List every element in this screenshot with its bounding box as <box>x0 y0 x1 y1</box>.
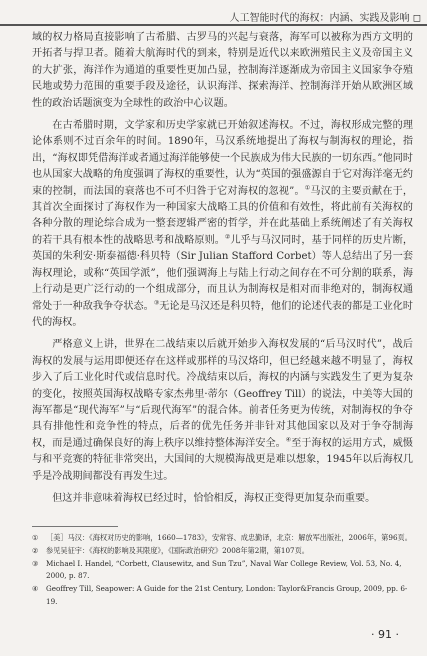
footnote-ref-2: ② <box>224 233 231 241</box>
paragraph-3-part-2: 至于海权的运用方式，威慑与和平竞赛的特征非常突出，大国间的大规模海战更是难以想象，1945年以后海权几乎是冷战期间都没有再发生过。 <box>32 437 413 482</box>
paragraph-4: 但这并非意味着海权已经过时，恰恰相反，海权正变得更加复杂而重要。 <box>52 492 376 504</box>
footnote-1 <box>32 532 413 545</box>
footnote-ref-4: ④ <box>285 436 292 444</box>
footnote-3 <box>32 558 413 584</box>
footnote-number: ① <box>32 533 39 542</box>
running-header <box>0 8 427 26</box>
paragraph-1: 域的权力格局直接影响了古希腊、古罗马的兴起与衰落，海军可以被称为西方文明的开拓者与捍卫者。随着大航海时代的到来，特别是近代以来欧洲殖民主义及帝国主义的大扩张，海洋作为通道的重要性更加凸显，控制海洋逐渐成为帝国主义国家争夺殖民地或势力范围的重要手段及途径，认识海洋、探索海洋、控制海洋开始从欧洲区域性的政治话题演变为全球性的政治中心议题。 <box>32 32 413 109</box>
footnotes <box>32 532 413 609</box>
footnote-text: 参见吴征宇：《海权的影响及其限度》，《国际政治研究》2008年第2期，第107页。 <box>46 545 309 555</box>
footnote-4 <box>32 583 413 609</box>
paragraph-3 <box>32 337 413 485</box>
paragraph-2 <box>32 118 413 331</box>
footnote-number: ④ <box>32 584 39 594</box>
paragraph-2-part-3: 儿乎与马汉同时，基于同样的历史片断，英国的朱利安·斯泰福德·科贝特（Sir Julian Stafford Corbet）等人总结出了另一套海权理论，或称“英国学派”，他们强调海上与陆上行动之间存在不可分割的联系，海上行动是更广泛行动的一个组成部分，而且认为制海权是相对而非绝对的，制海权通常处于一种敌我争夺状态。 <box>32 234 413 312</box>
body-text <box>32 30 413 513</box>
paragraph-2-part-4: 无论是马汉还是科贝特，他们的论述代表的都是工业化时代的海权。 <box>32 300 413 328</box>
header-title: 人工智能时代的海权：内涵、实践及影响 ◻ <box>229 13 421 24</box>
footnote-ref-1: ① <box>304 184 311 192</box>
footnote-number: ② <box>32 545 39 555</box>
footnote-text: Michael I. Handel, “Corbett, Clausewitz, and Sun Tzu”, Naval War College Review, Vol. 53, No. 4, 2000, p. 87. <box>46 558 402 581</box>
footnote-ref-3: ③ <box>153 299 160 307</box>
footnote-number: ③ <box>32 558 39 568</box>
page-number: · 91 · <box>371 628 399 641</box>
footnote-2 <box>32 545 413 558</box>
footnote-text: ［美］马汉：《海权对历史的影响，1660—1783》，安常容、成忠勤译，北京：解放军出版社，2006年，第96页。 <box>46 533 412 542</box>
footnote-divider <box>32 526 118 527</box>
paragraph-3-part-1: 严格意义上讲，世界在二战结束以后就开始步入海权发展的“后马汉时代”，战后海权的发展与运用即便还存在这样或那样的马汉烙印，但已经越来越不明显了，海权步入了后工业化时代或信息时代。冷战结束以后，海权的内涵与实践发生了更为复杂的变化，按照英国海权战略专家杰弗里·蒂尔（Geoffrey Till）的说法，中美等大国的海军都是“现代海军”与“后现代海军”的混合体。前者任务更为传统，对制海权的争夺具有排他性和竞争性的特点，后者的优先任务并非针对其他国家以及对于争夺制海权，而是通过确保良好的海上秩序以维持整体海洋安全。 <box>32 339 413 449</box>
paragraph-2-part-2: 马汉的主要贡献在于，其首次全面探讨了海权作为一种国家大战略工具的价值和有效性，将此前有关海权的各种分散的理论综合成为一整套逻辑严密的哲学，并在此基础上系统阐述了有关海权的若干具有根本性的战略思考和战略原则。 <box>32 185 413 246</box>
footnote-text: Geoffrey Till, Seapower: A Guide for the 21st Century, London: Taylor&Francis Group, 2009, pp. 6-19. <box>46 584 408 606</box>
paragraph-2-part-1: 在古希腊时期，文学家和历史学家就已开始叙述海权。不过，海权形成完整的理论体系则不过百余年的时间。1890年，马汉系统地提出了海权与制海权的理论，指出，“海权即凭借海洋或者通过海洋能够使一个民族成为伟大民族的一切东西。”他同时也从国家大战略的角度强调了海权的重要性，认为“英国的强盛源自于它对海洋毫无约束的控制，而法国的衰落也不可不归咎于它对海权的忽视”。 <box>32 120 413 197</box>
